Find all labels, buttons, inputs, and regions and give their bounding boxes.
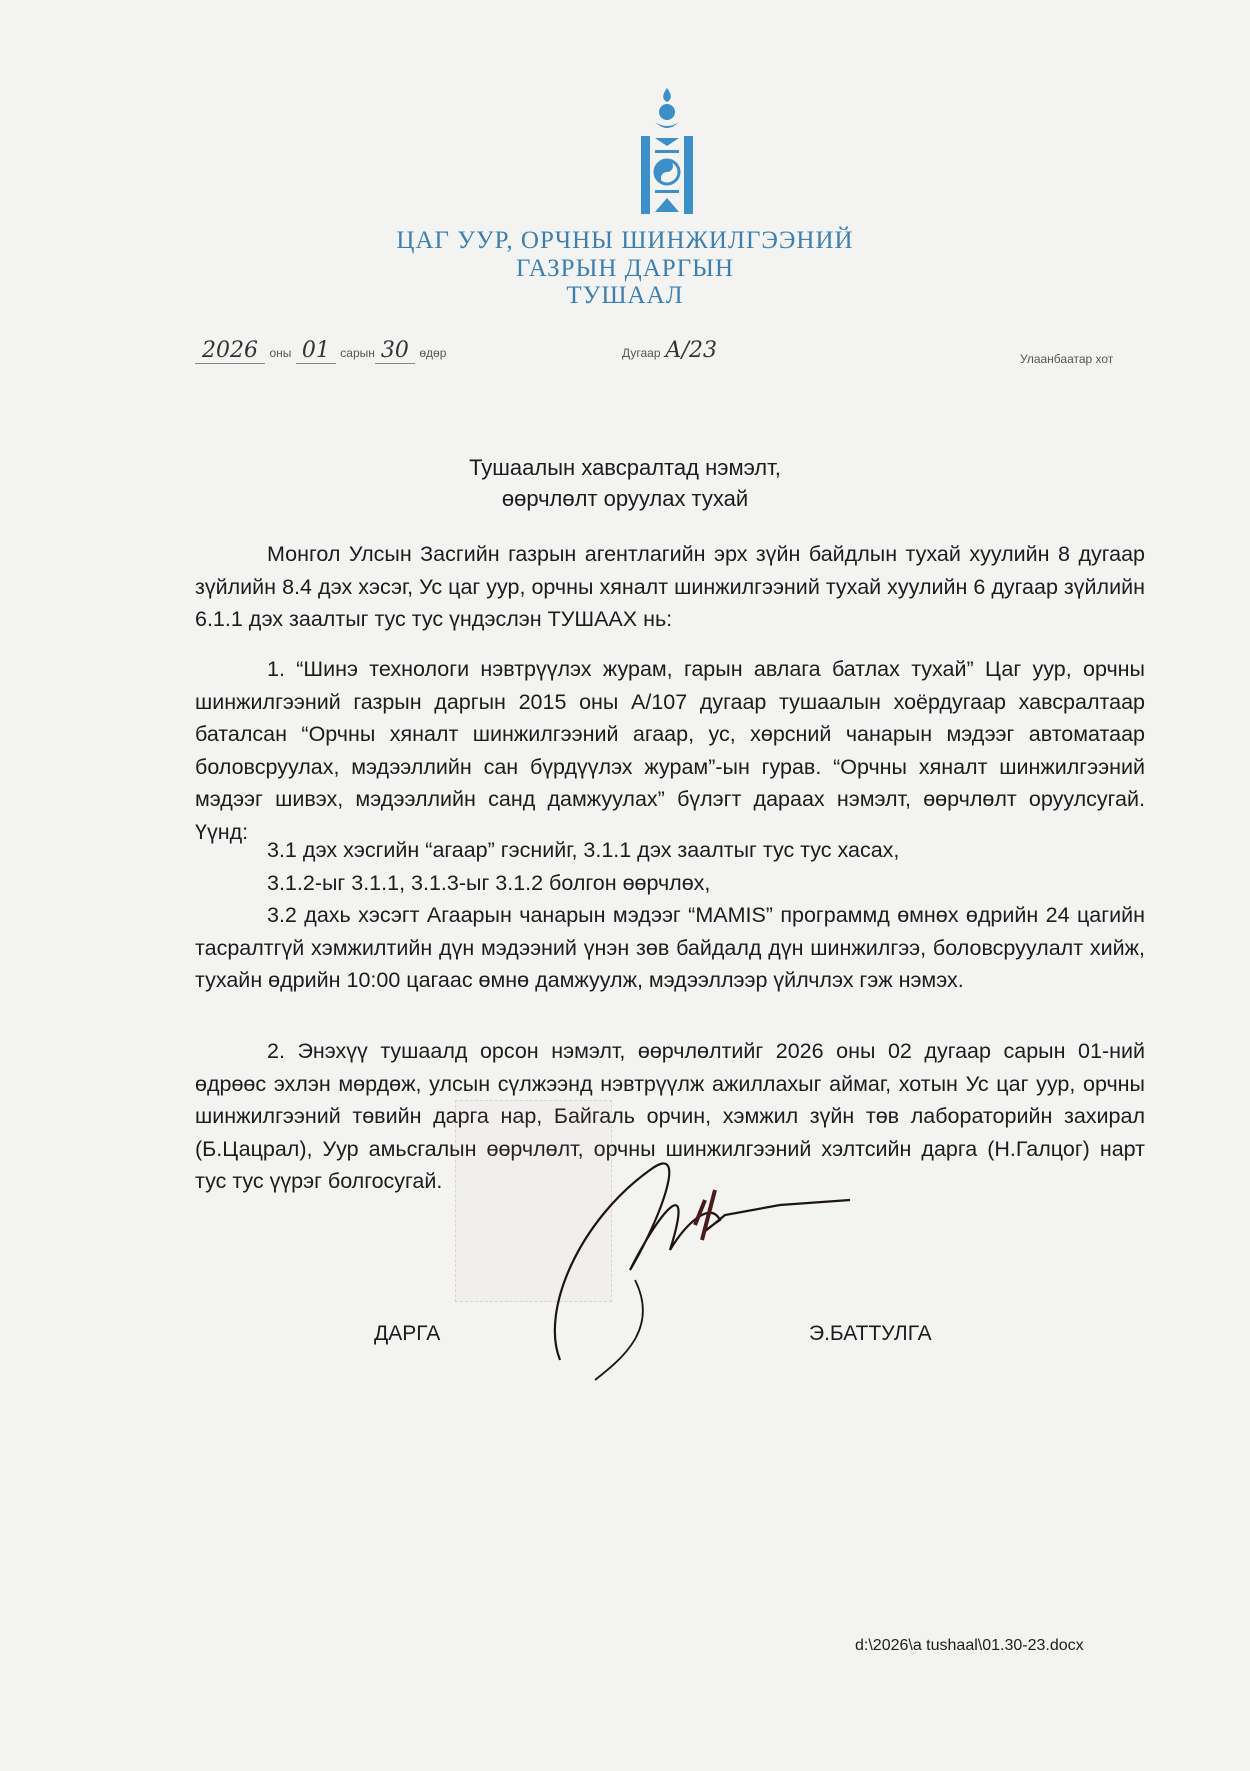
day-label: өдөр	[419, 346, 447, 360]
number-field	[622, 338, 717, 363]
amendment-list	[195, 834, 1145, 997]
signatory-name: Э.БАТТУЛГА	[809, 1322, 932, 1345]
list-item: 3.2 дахь хэсэгт Агаарын чанарын мэдээг “MAMIS” программд өмнөх өдрийн 24 цагийн тасралтгүй хэмжилтийн дүн мэдээний үнэн зөв байдалд дүн шинжилгээ, боловсруулалт хийж, тухайн өдрийн 10:00 цагаас өмнө дамжуулж, мэдээллээр үйлчлэх гэж нэмэх.	[195, 903, 1145, 992]
document-title	[0, 452, 1250, 514]
org-name-line2: ГАЗРЫН ДАРГЫН	[515, 255, 735, 282]
signature-image	[520, 1130, 860, 1390]
soyombo-emblem-icon	[641, 88, 693, 214]
year-value: 2026	[195, 338, 265, 364]
month-label: сарын	[340, 346, 375, 360]
document-type: ТУШААЛ	[566, 282, 684, 309]
number-label: Дугаар	[622, 346, 661, 360]
signatory-title: ДАРГА	[374, 1322, 441, 1345]
intro-text: Монгол Улсын Засгийн газрын агентлагийн эрх зүйн байдлын тухай хуулийн 8 дугаар зүйлийн 8.4 дэх хэсэг, Ус цаг уур, орчны хяналт шинжилгээний тухай хуулийн 6 дугаар зүйлийн 6.1.1 дэх заалтыг тус тус үндэслэн ТУШААХ нь:	[195, 542, 1145, 631]
date-field	[195, 338, 446, 364]
month-value: 01	[296, 338, 336, 364]
day-value: 30	[375, 338, 415, 364]
year-label: оны	[269, 346, 292, 360]
number-value: А/23	[664, 338, 718, 363]
org-name-line1: ЦАГ УУР, ОРЧНЫ ШИНЖИЛГЭЭНИЙ	[396, 227, 854, 254]
title-line1: Тушаалын хавсралтад нэмэлт,	[469, 455, 781, 480]
clause-1-text: 1. “Шинэ технологи нэвтрүүлэх журам, гарын авлага батлах тухай” Цаг уур, орчны шинжилгээний газрын даргын 2015 оны А/107 дугаар тушаалын хоёрдугаар хавсралтаар баталсан “Орчны хяналт шинжилгээний агаар, ус, хөрсний чанарын мэдээг автоматаар боловсруулах, мэдээллийн сан бүрдүүлэх журам”-ын гурав. “Орчны хяналт шинжилгээний мэдээг шивэх, мэдээллийн санд дамжуулах” бүлэгт дараах нэмэлт, өөрчлөлт оруулсугай. Үүнд:	[195, 657, 1145, 844]
list-item: 3.1 дэх хэсгийн “агаар” гэснийг, 3.1.1 дэх заалтыг тус тус хасах,	[267, 838, 900, 862]
clause-1	[195, 653, 1145, 848]
city: Улаанбаатар хот	[1020, 352, 1114, 366]
file-path: d:\2026\a tushaal\01.30-23.docx	[855, 1637, 1084, 1654]
intro-paragraph	[195, 538, 1145, 636]
list-item: 3.1.2-ыг 3.1.1, 3.1.3-ыг 3.1.2 болгон өөрчлөх,	[267, 870, 711, 895]
title-line2: өөрчлөлт оруулах тухай	[501, 486, 749, 511]
clause-2-text: 2. Энэхүү тушаалд орсон нэмэлт, өөрчлөлтийг 2026 оны 02 дугаар сарын 01-ний өдрөөс эхлэн мөрдөж, улсын сүлжээнд нэвтрүүлж ажиллахыг аймаг, хотын Ус цаг уур, орчны шинжилгээний төвийн дарга нар, Байгаль орчин, хэмжил зүйн төв лабораторийн захирал (Б.Цацрал), Уур амьсгалын өөрчлөлт, орчны шинжилгээний хэлтсийн дарга (Н.Галцог) нарт тус тус үүрэг болгосугай.	[195, 1039, 1145, 1193]
